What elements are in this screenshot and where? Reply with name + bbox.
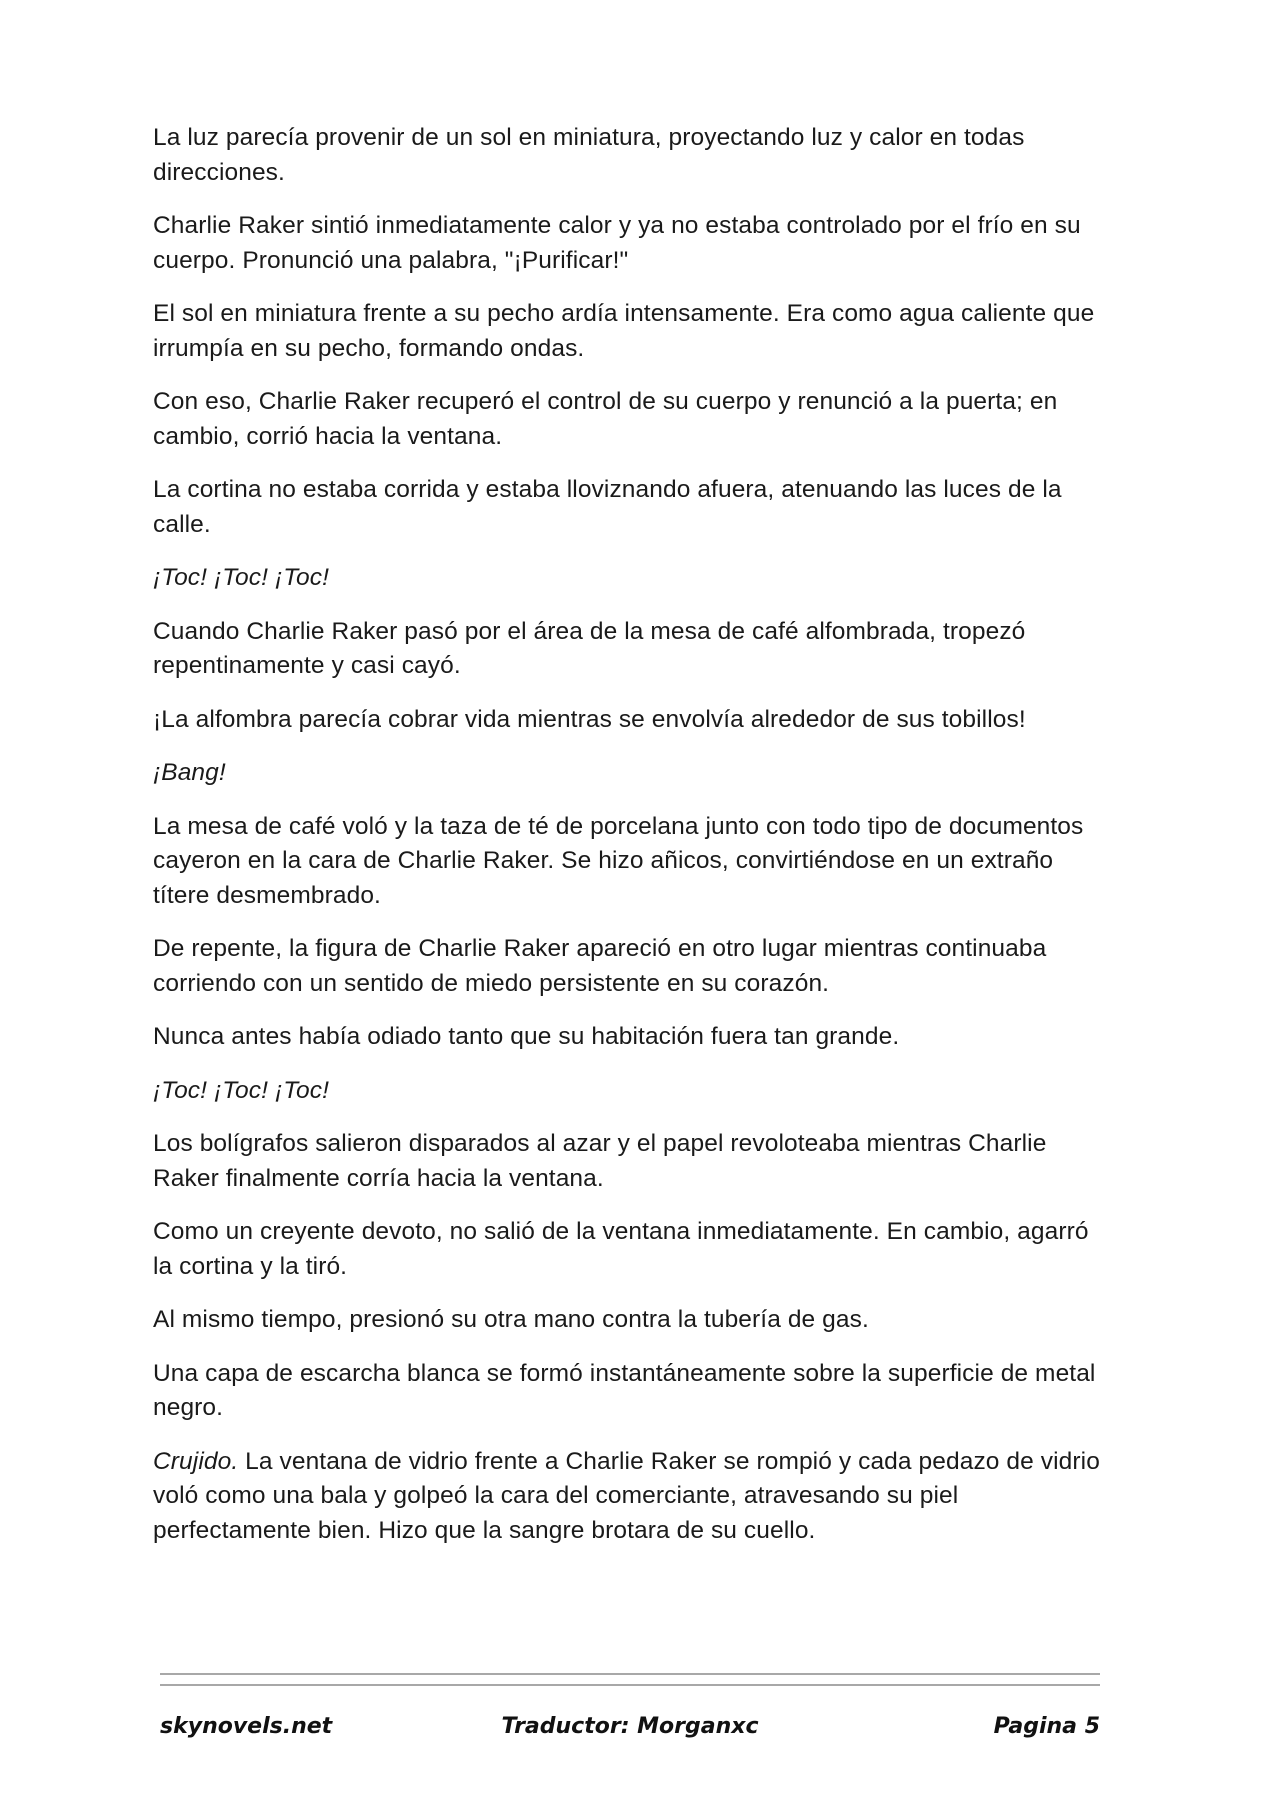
paragraph [153, 209, 1113, 278]
paragraph [153, 756, 1113, 791]
paragraph-text: ¡La alfombra parecía cobrar vida mientras se envolvía alrededor de sus tobillos! [153, 705, 1026, 733]
paragraph [153, 703, 1113, 738]
paragraph-text: La cortina no estaba corrida y estaba lloviznando afuera, atenuando las luces de la calle. [153, 476, 1062, 538]
paragraph-text: Nunca antes había odiado tanto que su habitación fuera tan grande. [153, 1023, 900, 1050]
paragraph [153, 932, 1113, 1001]
paragraph [153, 1303, 1113, 1338]
document-body [153, 121, 1113, 1567]
paragraph [153, 297, 1113, 366]
paragraph [153, 385, 1113, 454]
paragraph-text: Cuando Charlie Raker pasó por el área de la mesa de café alfombrada, tropezó repentinamente y casi cayó. [153, 617, 1026, 679]
footer-divider-top [160, 1673, 1100, 1675]
paragraph [153, 615, 1113, 684]
paragraph [153, 1127, 1113, 1196]
paragraph-italic: Crujido. [153, 1447, 239, 1475]
paragraph [153, 1357, 1113, 1426]
paragraph-text: Una capa de escarcha blanca se formó instantáneamente sobre la superficie de metal negro. [153, 1359, 1096, 1421]
paragraph-text: La ventana de vidrio frente a Charlie Raker se rompió y cada pedazo de vidrio voló como una bala y golpeó la cara del comerciante, atravesando su piel perfectamente bien. Hizo que la sangre brotara de su cuello. [153, 1447, 1100, 1544]
paragraph-text: De repente, la figura de Charlie Raker apareció en otro lugar mientras continuaba corriendo con un sentido de miedo persistente en su corazón. [153, 935, 1047, 997]
page-footer [160, 1714, 1100, 1748]
paragraph [153, 1020, 1113, 1055]
paragraph-text: La luz parecía provenir de un sol en miniatura, proyectando luz y calor en todas direcciones. [153, 124, 1025, 186]
paragraph [153, 1074, 1113, 1109]
paragraph [153, 1445, 1113, 1549]
footer-divider-bottom [160, 1684, 1100, 1686]
paragraph-text: El sol en miniatura frente a su pecho ardía intensamente. Era como agua caliente que irrumpía en su pecho, formando ondas. [153, 300, 1095, 362]
paragraph [153, 473, 1113, 542]
paragraph-text: Con eso, Charlie Raker recuperó el control de su cuerpo y renunció a la puerta; en cambio, corrió hacia la ventana. [153, 388, 1058, 450]
footer-translator: Traductor: Morganxc [501, 1714, 759, 1739]
paragraph-text: Al mismo tiempo, presionó su otra mano contra la tubería de gas. [153, 1306, 869, 1333]
footer-site: skynovels.net [160, 1714, 333, 1739]
paragraph-text: Como un creyente devoto, no salió de la ventana inmediatamente. En cambio, agarró la cortina y la tiró. [153, 1218, 1089, 1280]
paragraph-italic: ¡Toc! ¡Toc! ¡Toc! [153, 1076, 329, 1104]
paragraph-text: La mesa de café voló y la taza de té de porcelana junto con todo tipo de documentos cayeron en la cara de Charlie Raker. Se hizo añicos, convirtiéndose en un extraño títere desmembrado. [153, 812, 1084, 909]
paragraph-text: Charlie Raker sintió inmediatamente calor y ya no estaba controlado por el frío en su cuerpo. Pronunció una palabra, "¡Purificar!" [153, 212, 1081, 274]
paragraph-text: Los bolígrafos salieron disparados al azar y el papel revoloteaba mientras Charlie Raker finalmente corría hacia la ventana. [153, 1130, 1047, 1192]
paragraph [153, 121, 1113, 190]
paragraph [153, 1215, 1113, 1284]
paragraph [153, 810, 1113, 914]
paragraph-italic: ¡Toc! ¡Toc! ¡Toc! [153, 564, 329, 591]
paragraph-italic: ¡Bang! [153, 759, 226, 786]
footer-page-number: Pagina 5 [993, 1714, 1100, 1739]
paragraph [153, 561, 1113, 596]
